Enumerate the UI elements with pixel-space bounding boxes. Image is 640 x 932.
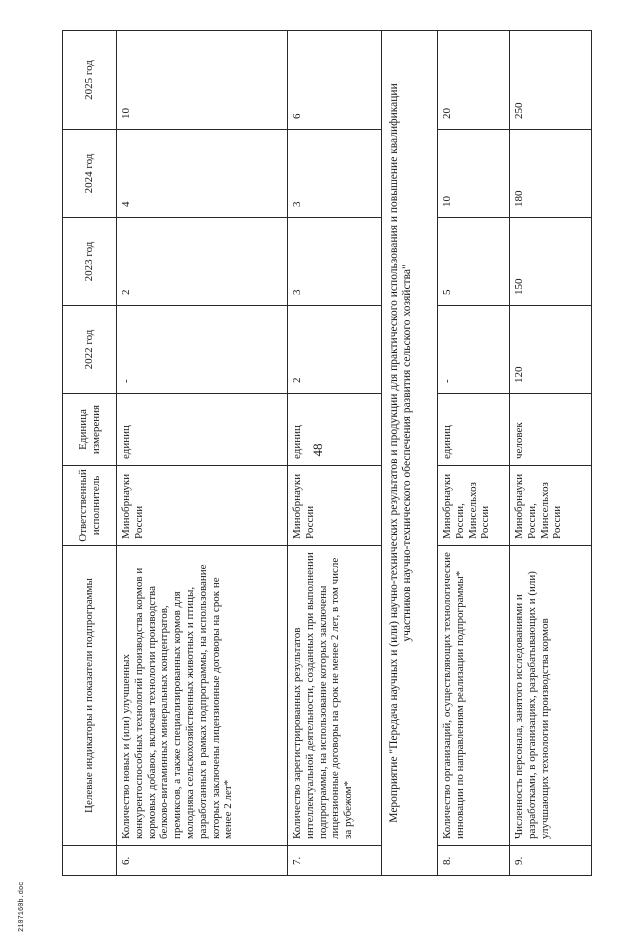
value-2022: 2 (288, 306, 382, 394)
row-number: 6. (117, 846, 288, 876)
executor-text: Минобрнауки России (288, 466, 382, 546)
header-unit: Единица измерения (63, 394, 117, 466)
indicator-text: Численность персонала, занятого исследованиями и разработками, в организациях, разрабатывающих и (или) улучшающих технологии производства кормов (510, 546, 592, 846)
header-2024: 2024 год (63, 130, 117, 218)
executor-text: Минобрнауки России, Минсельхоз России (510, 466, 592, 546)
header-num (63, 846, 117, 876)
indicator-text: Количество организаций, осуществляющих технологические инновации по направлениям реализации подпрограммы* (438, 546, 510, 846)
table-row (510, 31, 592, 876)
value-2023: 3 (288, 218, 382, 306)
value-2025: 20 (438, 31, 510, 130)
event-row (382, 31, 438, 876)
header-2022: 2022 год (63, 306, 117, 394)
file-code: 2107160b.doc (18, 881, 26, 932)
unit-text: человек (510, 394, 592, 466)
unit-text: единиц (288, 394, 382, 466)
value-2023: 5 (438, 218, 510, 306)
row-number: 8. (438, 846, 510, 876)
table-row (288, 31, 382, 876)
unit-text: единиц (438, 394, 510, 466)
row-number: 9. (510, 846, 592, 876)
indicators-table-rotated (62, 31, 603, 876)
executor-text: Минобрнауки России, Минсельхоз России (438, 466, 510, 546)
value-2024: 4 (117, 130, 288, 218)
header-row (63, 31, 117, 876)
value-2024: 180 (510, 130, 592, 218)
value-2025: 250 (510, 31, 592, 130)
value-2022: - (117, 306, 288, 394)
header-indicator: Целевые индикаторы и показатели подпрограммы (63, 546, 117, 846)
indicators-table (62, 30, 592, 876)
table-row (117, 31, 288, 876)
value-2025: 6 (288, 31, 382, 130)
event-heading: Мероприятие "Передача научных и (или) научно-технических результатов и продукции для практического использования и повышение квалификации участников научно-технического обеспечения развития сельского хозяйства" (382, 31, 438, 876)
value-2022: 120 (510, 306, 592, 394)
value-2024: 10 (438, 130, 510, 218)
indicator-text: Количество зарегистрированных результатов интеллектуальной деятельности, созданных при выполнении подпрограммы, на использование которых заключены лицензионные договоры на срок не менее 2 лет, в том числе за рубежом* (288, 546, 382, 846)
value-2023: 2 (117, 218, 288, 306)
value-2025: 10 (117, 31, 288, 130)
row-number: 7. (288, 846, 382, 876)
page-number: 48 (310, 443, 325, 457)
value-2022: - (438, 306, 510, 394)
table-row (438, 31, 510, 876)
header-2025: 2025 год (63, 31, 117, 130)
value-2023: 150 (510, 218, 592, 306)
executor-text: Минобрнауки России (117, 466, 288, 546)
value-2024: 3 (288, 130, 382, 218)
indicator-text: Количество новых и (или) улучшенных конкурентоспособных технологий производства кормов и кормовых добавок, включая технологии производства белково-витаминных минеральных концентратов, премиксов, а также специализированных кормов для молодняка сельскохозяйственных животных и птицы, разработанных в рамках подпрограммы, на использование которых заключены лицензионные договоры на срок не менее 2 лет* (117, 546, 288, 846)
unit-text: единиц (117, 394, 288, 466)
header-2023: 2023 год (63, 218, 117, 306)
header-executor: Ответственный исполнитель (63, 466, 117, 546)
